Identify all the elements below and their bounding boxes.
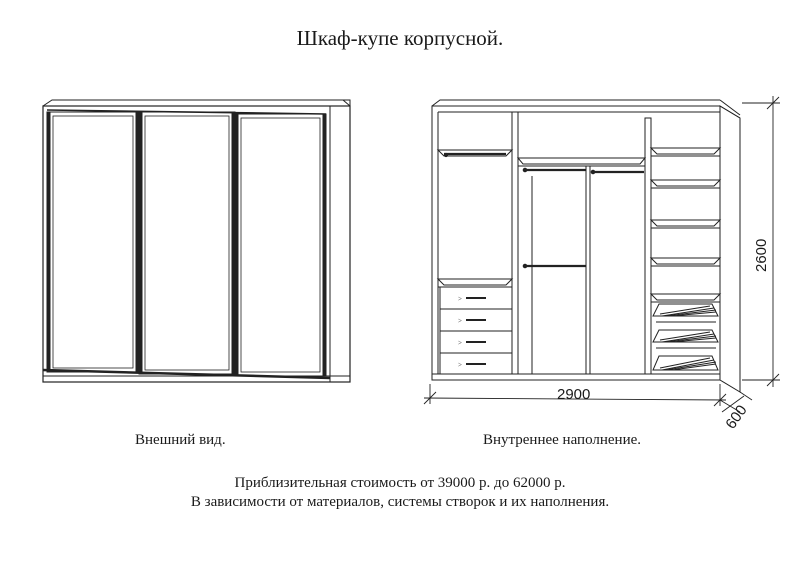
svg-text:>: >: [458, 339, 462, 347]
shoe-rack-3: [653, 356, 718, 370]
sliding-door-3: [235, 114, 326, 376]
exterior-caption: Внешний вид.: [135, 432, 226, 448]
page-title: Шкаф-купе корпусной.: [296, 26, 504, 50]
exterior-view: [43, 100, 350, 382]
depth-dimension: 600: [722, 402, 751, 433]
svg-text:>: >: [458, 361, 462, 369]
left-section: [438, 150, 512, 374]
interior-caption: Внутреннее наполнение.: [483, 432, 641, 448]
sliding-door-2: [139, 112, 235, 374]
svg-text:>: >: [458, 295, 462, 303]
shoe-rack-2: [653, 330, 718, 348]
interior-view: [432, 100, 740, 392]
middle-section: [518, 158, 645, 374]
sliding-door-1: [47, 112, 139, 372]
svg-text:>: >: [458, 317, 462, 325]
right-section: [651, 148, 720, 370]
height-dimension: 2600: [753, 238, 770, 272]
drawer-stack: [440, 287, 512, 374]
width-dimension: 2900: [557, 386, 591, 403]
shoe-rack-1: [653, 304, 718, 322]
dependency-note: В зависимости от материалов, системы створок и их наполнения.: [190, 494, 610, 510]
price-note: Приблизительная стоимость от 39000 р. до 62000 р.: [234, 475, 566, 491]
